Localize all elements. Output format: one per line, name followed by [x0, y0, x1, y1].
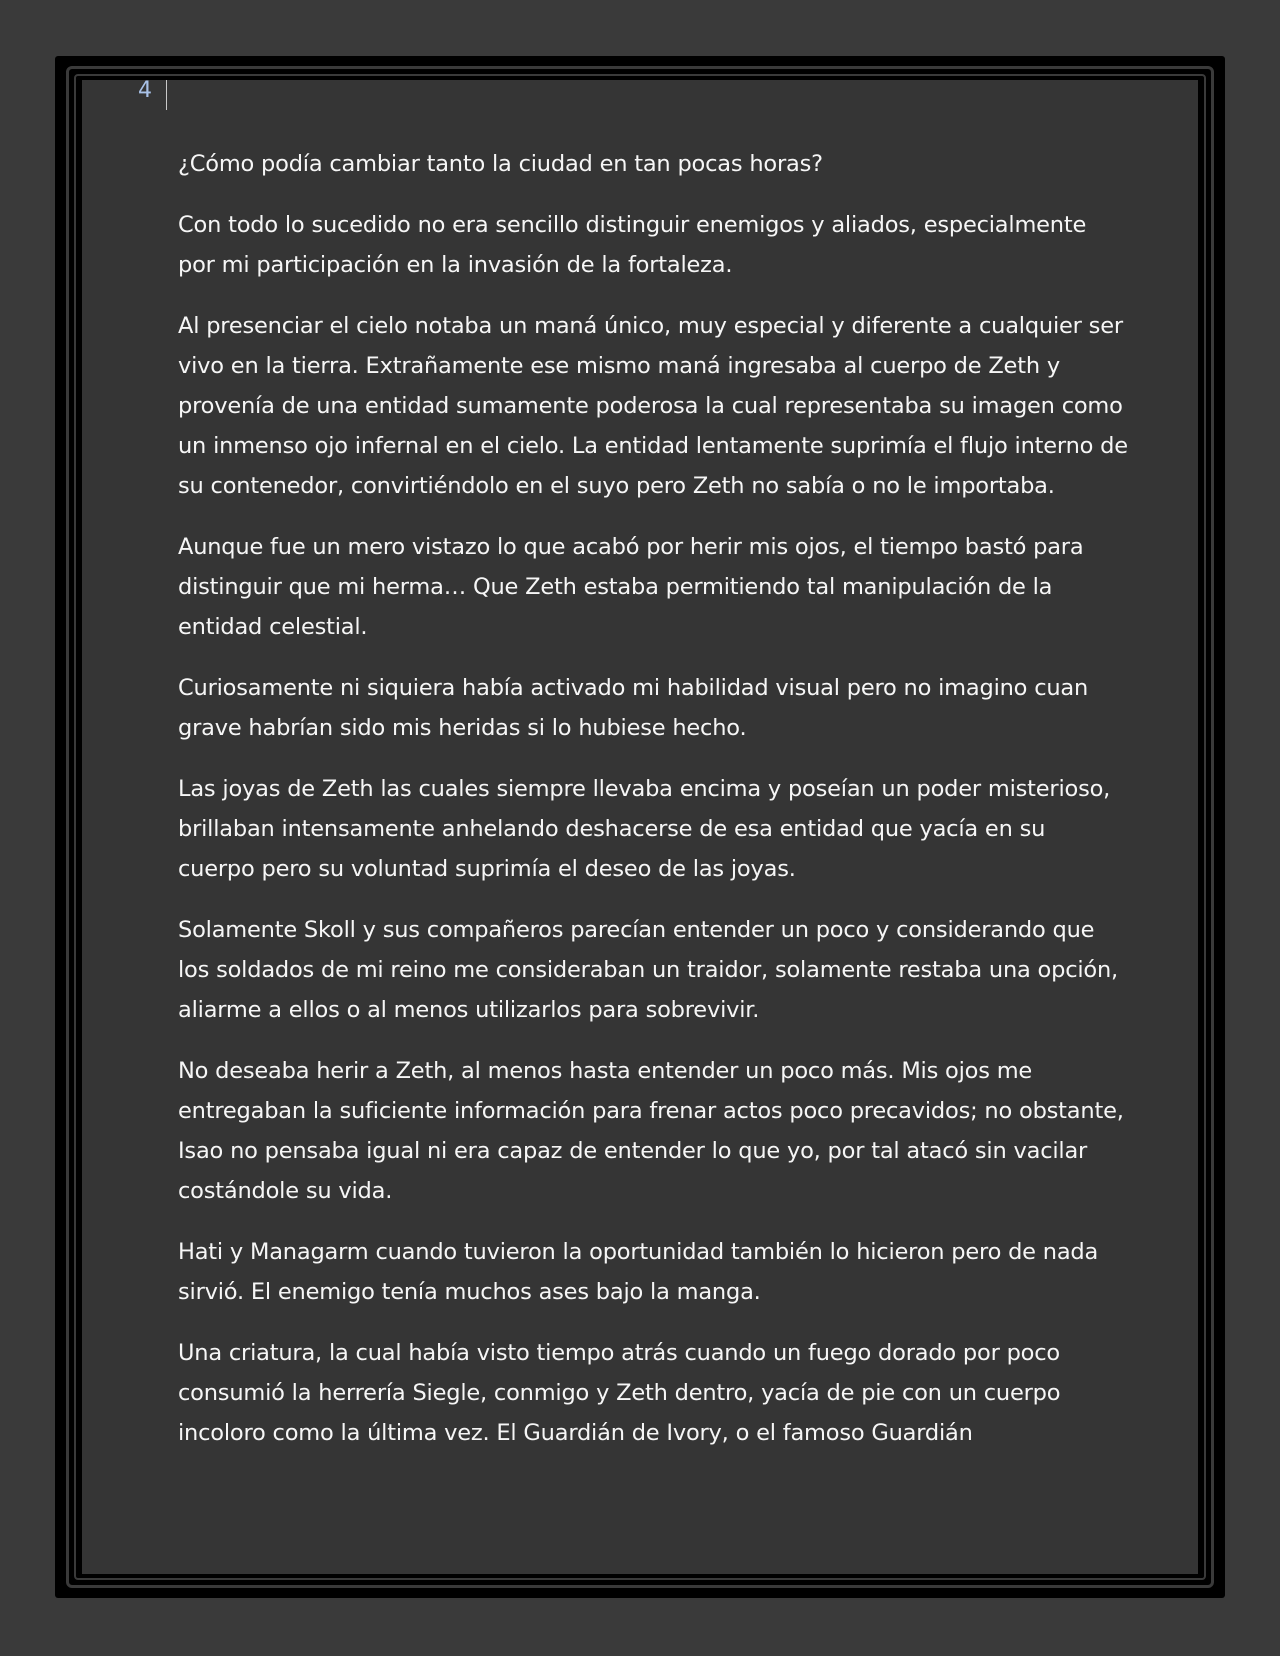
document-body [178, 144, 1128, 1474]
paragraph: Solamente Skoll y sus compañeros parecían entender un poco y considerando que los soldados de mi reino me consideraban un traidor, solamente restaba una opción, aliarme a ellos o al menos utilizarlos para sobrevivir. [178, 917, 1118, 1023]
paragraph: Al presenciar el cielo notaba un maná único, muy especial y diferente a cualquier ser vivo en la tierra. Extrañamente ese mismo maná ingresaba al cuerpo de Zeth y provenía de una entidad sumamente poderosa la cual representaba su imagen como un inmenso ojo infernal en el cielo. La entidad lentamente suprimía el flujo interno de su contenedor, convirtiéndolo en el suyo pero Zeth no sabía o no le importaba. [178, 313, 1128, 499]
paragraph: ¿Cómo podía cambiar tanto la ciudad en tan pocas horas? [178, 151, 823, 177]
paragraph: Una criatura, la cual había visto tiempo atrás cuando un fuego dorado por poco consumió la herrería Siegle, conmigo y Zeth dentro, yacía de pie con un cuerpo incoloro como la última vez. El Guardián de Ivory, o el famoso Guardián [178, 1340, 1061, 1446]
paragraph: Las joyas de Zeth las cuales siempre llevaba encima y poseían un poder misterioso, brillaban intensamente anhelando deshacerse de esa entidad que yacía en su cuerpo pero su voluntad suprimía el deseo de las joyas. [178, 776, 1111, 882]
header-divider [166, 80, 167, 110]
paragraph: Curiosamente ni siquiera había activado mi habilidad visual pero no imagino cuan grave habrían sido mis heridas si lo hubiese hecho. [178, 675, 1089, 741]
paragraph: No deseaba herir a Zeth, al menos hasta entender un poco más. Mis ojos me entregaban la suficiente información para frenar actos poco precavidos; no obstante, Isao no pensaba igual ni era capaz de entender lo que yo, por tal atacó sin vacilar costándole su vida. [178, 1058, 1124, 1204]
paragraph: Aunque fue un mero vistazo lo que acabó por herir mis ojos, el tiempo bastó para distinguir que mi herma… Que Zeth estaba permitiendo tal manipulación de la entidad celestial. [178, 534, 1084, 640]
page-number: 4 [138, 78, 152, 103]
paragraph: Con todo lo sucedido no era sencillo distinguir enemigos y aliados, especialmente por mi participación en la invasión de la fortaleza. [178, 212, 1087, 278]
paragraph: Hati y Managarm cuando tuvieron la oportunidad también lo hicieron pero de nada sirvió. El enemigo tenía muchos ases bajo la manga. [178, 1239, 1099, 1305]
